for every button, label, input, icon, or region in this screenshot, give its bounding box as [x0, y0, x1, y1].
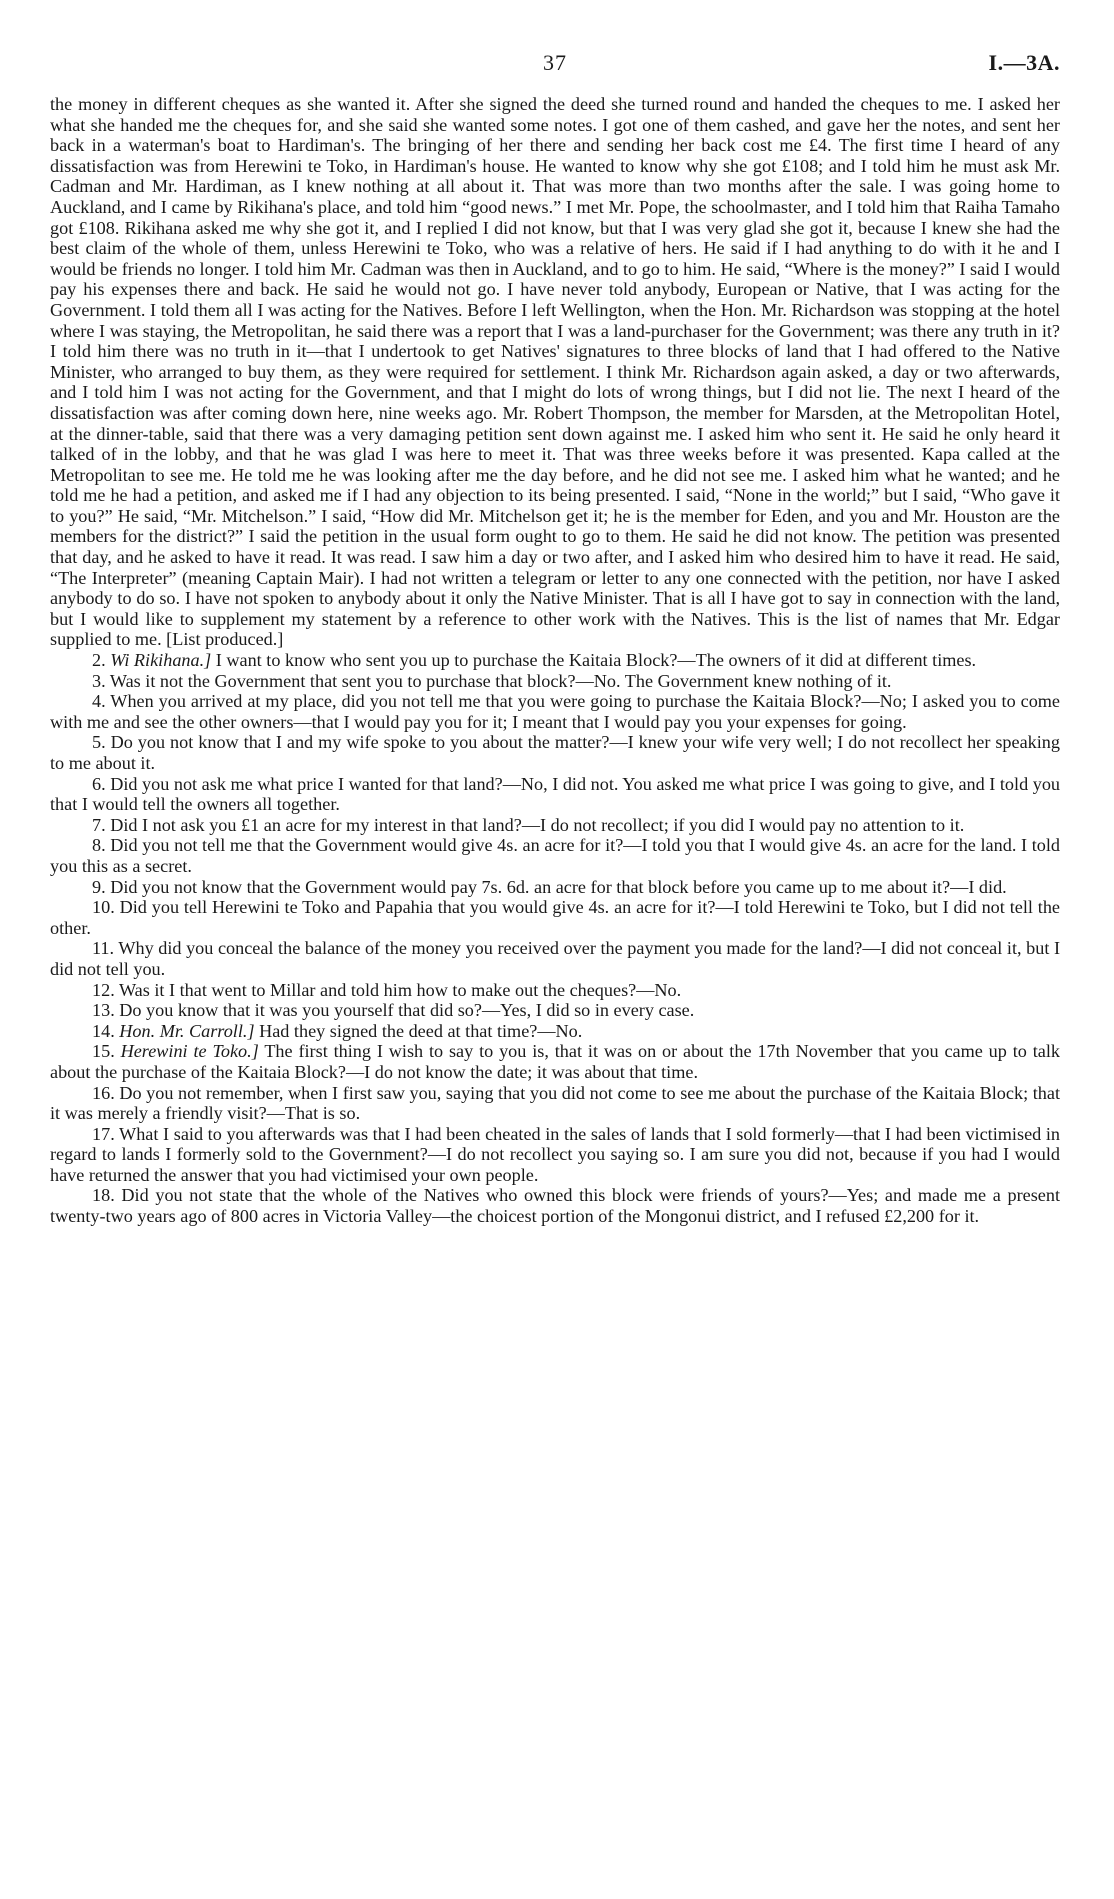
- question-text: Do you not remember, when I first saw you, saying that you did not come to see me about the purchase of the Kaitaia Block; that it was merely a friendly visit?—That is so.: [50, 1082, 1060, 1124]
- question-4: [50, 691, 1060, 732]
- question-text: What I said to you afterwards was that I had been cheated in the sales of lands that I sold formerly—that I had been victimised in regard to lands I formerly sold to the Government?—I do not recollect you saying so. I am sure you did not, because if you had I would have returned the answer that you had victimised your own people.: [50, 1123, 1061, 1185]
- paragraph-continuation: the money in different cheques as she wanted it. After she signed the deed she turned round and handed the cheques to me. I asked her what she handed me the cheques for, and she said she wanted some notes. I got one of them cashed, and gave her the notes, and sent her back in a waterman's boat to Hardiman's. The bringing of her there and sending her back cost me £4. The first time I heard of any dissatisfaction was from Herewini te Toko, in Hardiman's house. He wanted to know why she got £108; and I told him he must ask Mr. Cadman and Mr. Hardiman, as I knew nothing at all about it. That was more than two months after the sale. I was going home to Auckland, and I came by Rikihana's place, and told him “good news.” I met Mr. Pope, the schoolmaster, and I told him that Raiha Tamaho got £108. Rikihana asked me why she got it, and I replied I did not know, but that I was very glad she got it, because I knew she had the best claim of the whole of them, unless Herewini te Toko, who was a relative of hers. He said if I had anything to do with it he and I would be friends no longer. I told him Mr. Cadman was then in Auckland, and to go to him. He said, “Where is the money?” I said I would pay his expenses there and back. He said he would not go. I have never told anybody, European or Native, that I was acting for the Government. I told them all I was acting for the Natives. Before I left Wellington, when the Hon. Mr. Richardson was stopping at the hotel where I was staying, the Metropolitan, he said there was a report that I was a land-purchaser for the Government; was there any truth in it? I told him there was no truth in it—that I undertook to get Natives' signatures to three blocks of land that I had offered to the Native Minister, who arranged to buy them, as they were required for settlement. I think Mr. Richardson again asked, a day or two afterwards, and I told him I was not acting for the Government, and that I might do lots of wrong things, but I did not lie. The next I heard of the dissatisfaction was after coming down here, nine weeks ago. Mr. Robert Thompson, the member for Marsden, at the Metropolitan Hotel, at the dinner-table, said that there was a very damaging petition sent down against me. I asked him who sent it. He said he only heard it talked of in the lobby, and that he was glad I was here to meet it. That was three weeks before it was presented. Kapa called at the Metropolitan to see me. He told me he was looking after me the day before, and he did not see me. I asked him what he wanted; and he told me he had a petition, and asked me if I had any objection to its being presented. I said, “None in the world;” but I said, “Who gave it to you?” He said, “Mr. Mitchelson.” I said, “How did Mr. Mitchelson get it; he is the member for Eden, and you and Mr. Houston are the members for the district?” I said the petition in the usual form ought to go to them. He said he did not know. The petition was presented that day, and he asked to have it read. It was read. I saw him a day or two after, and I asked him who desired him to have it read. He said, “The Interpreter” (meaning Captain Mair). I had not written a telegram or letter to any one connected with the petition, nor have I asked anybody to do so. I have not spoken to anybody about it only the Native Minister. That is all I have got to say in connection with the land, but I would like to supplement my statement by a reference to other work with the Natives. This is the list of names that Mr. Edgar supplied to me. [List produced.]: [50, 94, 1060, 650]
- speaker-name: Hon. Mr. Carroll.]: [119, 1020, 255, 1041]
- question-number: 5.: [92, 732, 106, 753]
- question-number: 3.: [92, 670, 106, 691]
- question-text: Why did you conceal the balance of the money you received over the payment you made for the land?—I did not conceal it, but I did not tell you.: [50, 938, 1061, 979]
- question-text: Had they signed the deed at that time?—No.: [259, 1020, 583, 1041]
- question-number: 8.: [92, 835, 106, 856]
- question-number: 13.: [92, 1000, 115, 1021]
- question-text: I want to know who sent you up to purchase the Kaitaia Block?—The owners of it did at different times.: [215, 650, 977, 671]
- paper-reference: I.—3A.: [988, 50, 1060, 75]
- question-text: Did you not state that the whole of the Natives who owned this block were friends of yours?—Yes; and made me a present twenty-two years ago of 800 acres in Victoria Valley—the choicest portion of the Mongonui district, and I refused £2,200 for it.: [50, 1185, 1061, 1227]
- question-17: [50, 1124, 1060, 1186]
- question-11: [50, 938, 1060, 979]
- question-number: 18.: [92, 1185, 115, 1206]
- question-2: [50, 650, 1060, 671]
- question-text: Did you not know that the Government would pay 7s. 6d. an acre for that block before you came up to me about it?—I did.: [110, 876, 1007, 897]
- question-16: [50, 1083, 1060, 1124]
- question-6: [50, 774, 1060, 815]
- question-number: 2.: [92, 650, 106, 671]
- question-5: [50, 732, 1060, 773]
- question-text: Was it I that went to Millar and told him how to make out the cheques?—No.: [118, 979, 682, 1000]
- question-text: Did you tell Herewini te Toko and Papahia that you would give 4s. an acre for it?—I told Herewini te Toko, but I did not tell the other.: [50, 897, 1061, 938]
- question-number: 9.: [92, 876, 106, 897]
- question-15: [50, 1041, 1060, 1082]
- question-number: 16.: [92, 1082, 115, 1103]
- question-text: Did I not ask you £1 an acre for my interest in that land?—I do not recollect; if you did I would pay no attention to it.: [110, 814, 965, 835]
- question-text: Do you not know that I and my wife spoke to you about the matter?—I knew your wife very well; I do not recollect her speaking to me about it.: [50, 732, 1060, 773]
- question-number: 7.: [92, 814, 106, 835]
- question-number: 10.: [92, 897, 115, 918]
- question-number: 6.: [92, 773, 106, 794]
- question-number: 12.: [92, 979, 115, 1000]
- document-page: [50, 50, 1060, 1227]
- speaker-name: Wi Rikihana.]: [110, 650, 212, 671]
- page-number: 37: [543, 50, 567, 75]
- page-header: [50, 50, 1060, 84]
- body-text: [50, 94, 1060, 1227]
- question-14: [50, 1021, 1060, 1042]
- question-12: [50, 980, 1060, 1001]
- question-3: [50, 671, 1060, 692]
- question-number: 15.: [92, 1041, 115, 1062]
- question-text: When you arrived at my place, did you not tell me that you were going to purchase the Kaitaia Block?—No; I asked you to come with me and see the other owners—that I would pay you for it; I meant that I would pay you your expenses for going.: [50, 691, 1061, 732]
- question-8: [50, 835, 1060, 876]
- question-text: Was it not the Government that sent you to purchase that block?—No. The Government knew nothing of it.: [109, 670, 892, 691]
- question-number: 17.: [92, 1123, 115, 1144]
- question-13: [50, 1000, 1060, 1021]
- question-text: Did you not ask me what price I wanted for that land?—No, I did not. You asked me what price I was going to give, and I told you that I would tell the owners all together.: [50, 773, 1061, 815]
- question-number: 4.: [92, 691, 106, 712]
- question-text: Do you know that it was you yourself that did so?—Yes, I did so in every case.: [119, 1000, 695, 1021]
- question-text: Did you not tell me that the Government would give 4s. an acre for it?—I told you that I would give 4s. an acre for the land. I told you this as a secret.: [50, 835, 1061, 876]
- question-7: [50, 815, 1060, 836]
- question-number: 14.: [92, 1020, 115, 1041]
- question-number: 11.: [92, 938, 115, 959]
- question-text: The first thing I wish to say to you is, that it was on or about the 17th November that you came up to talk about the purchase of the Kaitaia Block?—I do not know the date; it was about that time.: [50, 1041, 1061, 1082]
- question-9: [50, 877, 1060, 898]
- question-18: [50, 1185, 1060, 1226]
- question-10: [50, 897, 1060, 938]
- speaker-name: Herewini te Toko.]: [120, 1041, 259, 1062]
